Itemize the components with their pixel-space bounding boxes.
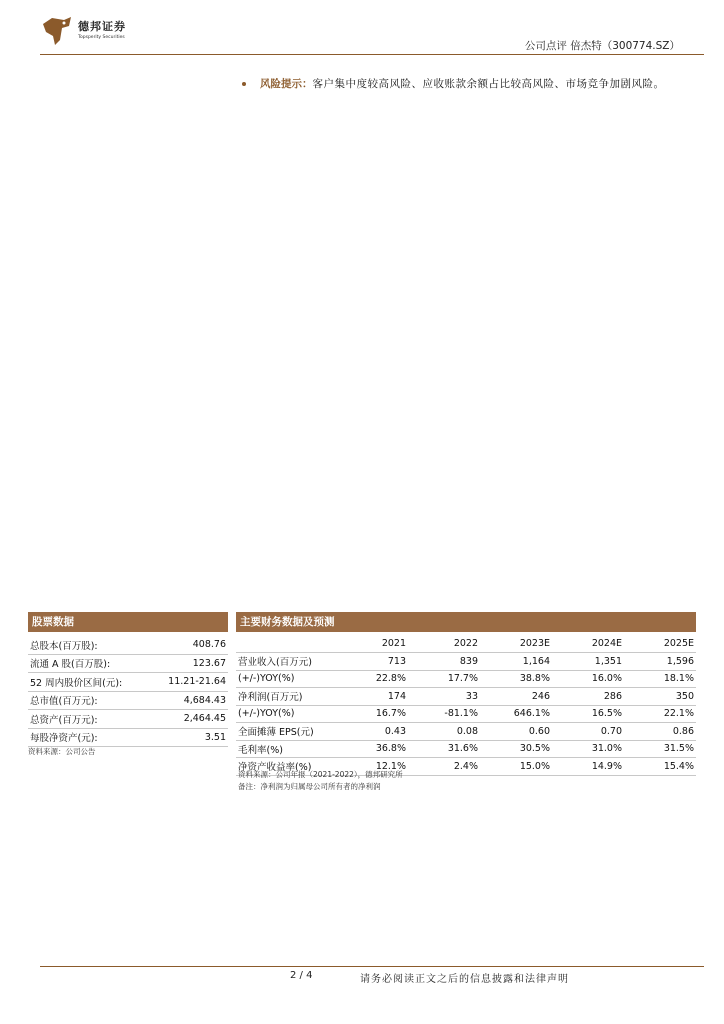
metric-value: 16.0%: [552, 670, 624, 688]
metric-value: 36.8%: [336, 740, 408, 758]
financial-row: [236, 723, 696, 741]
metric-value: 350: [624, 688, 696, 706]
metric-value: 839: [408, 653, 480, 671]
financial-row: [236, 705, 696, 723]
financial-remark-note: 备注：净利润为归属母公司所有者的净利润: [238, 782, 381, 791]
metric-value: 646.1%: [480, 705, 552, 723]
stock-value: 123.67: [150, 654, 228, 673]
metric-value: 38.8%: [480, 670, 552, 688]
metric-value: -81.1%: [408, 705, 480, 723]
metric-value: 16.7%: [336, 705, 408, 723]
metric-value: 22.1%: [624, 705, 696, 723]
financial-row: [236, 740, 696, 758]
stock-data-header: 股票数据: [28, 612, 228, 632]
metric-value: 17.7%: [408, 670, 480, 688]
column-header: 2024E: [552, 634, 624, 653]
metric-label: 净资产收益率(%): [236, 758, 336, 776]
column-header: [236, 634, 336, 653]
risk-title: 风险提示：: [260, 78, 313, 90]
stock-row: [28, 710, 228, 729]
metric-value: 713: [336, 653, 408, 671]
stock-value: 2,464.45: [150, 710, 228, 729]
metric-label: 毛利率(%): [236, 740, 336, 758]
metric-value: 31.0%: [552, 740, 624, 758]
metric-value: 31.5%: [624, 740, 696, 758]
stock-row: [28, 728, 228, 747]
metric-value: 0.60: [480, 723, 552, 741]
header-divider: [40, 54, 704, 55]
legal-disclaimer: 请务必阅读正文之后的信息披露和法律声明: [360, 974, 569, 985]
column-header: 2023E: [480, 634, 552, 653]
logo-mark-icon: [40, 14, 74, 48]
page-number: 2 / 4: [290, 970, 313, 981]
metric-value: 2.4%: [408, 758, 480, 776]
metric-value: 0.86: [624, 723, 696, 741]
financial-row: [236, 653, 696, 671]
column-header: 2025E: [624, 634, 696, 653]
metric-value: 174: [336, 688, 408, 706]
metric-value: 33: [408, 688, 480, 706]
metric-label: (+/-)YOY(%): [236, 670, 336, 688]
metric-value: 15.4%: [624, 758, 696, 776]
bullet-icon: [242, 82, 246, 86]
financial-forecast-table: [236, 634, 696, 776]
metric-value: 31.6%: [408, 740, 480, 758]
metric-label: (+/-)YOY(%): [236, 705, 336, 723]
stock-label: 总市值(百万元):: [28, 691, 150, 710]
metric-value: 15.0%: [480, 758, 552, 776]
metric-value: 22.8%: [336, 670, 408, 688]
metric-value: 0.08: [408, 723, 480, 741]
metric-value: 14.9%: [552, 758, 624, 776]
stock-row: [28, 636, 228, 654]
metric-value: 0.43: [336, 723, 408, 741]
stock-row: [28, 691, 228, 710]
report-tag: 公司点评 倍杰特（300774.SZ）: [524, 40, 680, 52]
metric-value: 286: [552, 688, 624, 706]
stock-row: [28, 654, 228, 673]
stock-label: 总资产(百万元):: [28, 710, 150, 729]
stock-row: [28, 673, 228, 692]
stock-source-note: 资料来源：公司公告: [28, 747, 96, 756]
stock-data-table: [28, 636, 228, 747]
metric-value: 12.1%: [336, 758, 408, 776]
metric-value: 30.5%: [480, 740, 552, 758]
stock-value: 4,684.43: [150, 691, 228, 710]
financial-row: [236, 688, 696, 706]
metric-value: 1,164: [480, 653, 552, 671]
metric-value: 0.70: [552, 723, 624, 741]
financial-source-note: 资料来源：公司年报（2021-2022），德邦研究所: [238, 770, 403, 779]
risk-body: 客户集中度较高风险、应收账款余额占比较高风险、市场竞争加剧风险。: [312, 78, 665, 90]
stock-value: 3.51: [150, 728, 228, 747]
metric-label: 净利润(百万元): [236, 688, 336, 706]
stock-label: 总股本(百万股):: [28, 636, 150, 654]
metric-value: 16.5%: [552, 705, 624, 723]
metric-value: 246: [480, 688, 552, 706]
logo-chinese-name: 德邦证券: [78, 20, 126, 33]
metric-label: 营业收入(百万元): [236, 653, 336, 671]
metric-value: 18.1%: [624, 670, 696, 688]
metric-value: 1,351: [552, 653, 624, 671]
footer-divider: [40, 966, 704, 967]
logo-english-name: Topsperity Securities: [78, 35, 125, 40]
stock-label: 52 周内股价区间(元):: [28, 673, 150, 692]
column-header: 2022: [408, 634, 480, 653]
stock-label: 流通 A 股(百万股):: [28, 654, 150, 673]
stock-label: 每股净资产(元):: [28, 728, 150, 747]
financial-data-header: 主要财务数据及预测: [236, 612, 696, 632]
stock-value: 11.21-21.64: [150, 673, 228, 692]
stock-value: 408.76: [150, 636, 228, 654]
metric-label: 全面摊薄 EPS(元): [236, 723, 336, 741]
column-header: 2021: [336, 634, 408, 653]
financial-row: [236, 670, 696, 688]
company-logo: [40, 14, 150, 48]
metric-value: 1,596: [624, 653, 696, 671]
risk-section: [248, 75, 698, 93]
